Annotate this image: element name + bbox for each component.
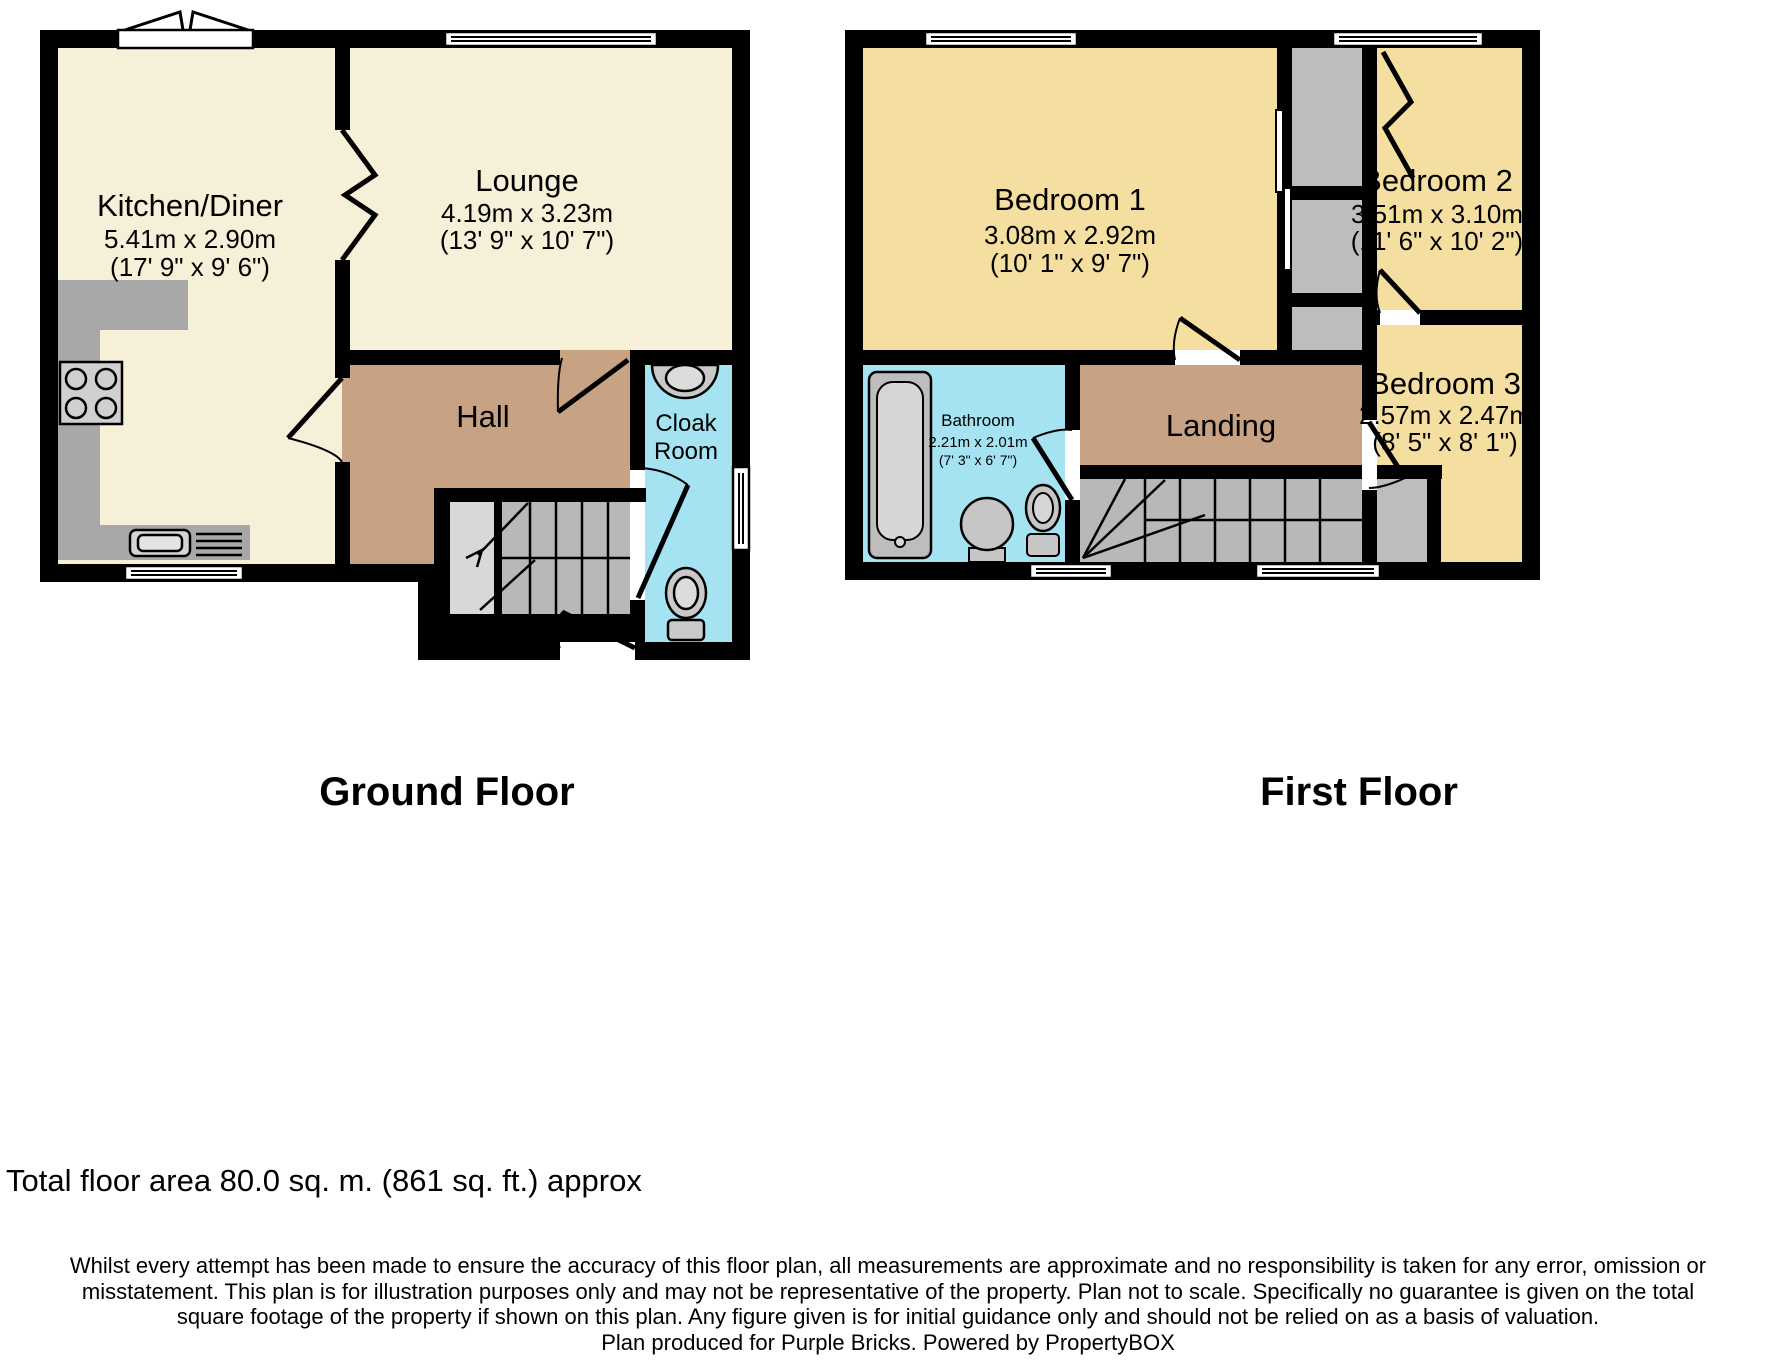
- label-bedroom3-imperial: (8' 5" x 8' 1"): [1372, 427, 1518, 457]
- first-floor-title: First Floor: [1260, 770, 1458, 814]
- bedroom3-cupboard: [1377, 479, 1427, 562]
- hob-icon: [60, 362, 122, 424]
- window-landing-bottom: [1256, 564, 1380, 578]
- label-bathroom-imperial: (7' 3" x 6' 7"): [938, 452, 1018, 468]
- label-bathroom-name: Bathroom: [941, 411, 1015, 430]
- label-bedroom1-name: Bedroom 1: [994, 182, 1146, 217]
- disclaimer-line-4: Plan produced for Purple Bricks. Powered by PropertyBOX: [601, 1329, 1175, 1355]
- label-bedroom3-metric: 2.57m x 2.47m: [1359, 400, 1531, 430]
- label-hall-name: Hall: [456, 399, 510, 434]
- label-landing-name: Landing: [1165, 408, 1277, 443]
- window-cloakroom-right: [733, 467, 749, 550]
- toilet-icon-ground: [666, 568, 706, 640]
- label-bedroom1-metric: 3.08m x 2.92m: [984, 220, 1156, 250]
- window-lounge-top: [445, 32, 657, 46]
- label-cloakroom-line2: Room: [653, 438, 719, 465]
- label-bathroom-metric: 2.21m x 2.01m: [928, 434, 1028, 451]
- ground-floor-title: Ground Floor: [319, 770, 575, 814]
- label-bedroom2-metric: 3.51m x 3.10m: [1351, 199, 1523, 229]
- label-kitchen-name: Kitchen/Diner: [96, 188, 284, 223]
- bathroom-sink-icon: [961, 498, 1013, 562]
- label-kitchen-imperial: (17' 9" x 9' 6"): [110, 252, 270, 282]
- window-bedroom2-top: [1333, 32, 1483, 46]
- label-lounge-name: Lounge: [475, 163, 579, 198]
- label-kitchen-metric: 5.41m x 2.90m: [104, 224, 276, 254]
- total-floor-area: Total floor area 80.0 sq. m. (861 sq. ft.) approx: [6, 1163, 642, 1198]
- window-bedroom1-top: [925, 32, 1077, 46]
- label-bedroom2-imperial: (11' 6" x 10' 2"): [1350, 226, 1524, 256]
- label-lounge-metric: 4.19m x 3.23m: [441, 198, 613, 228]
- stairs-first: [1080, 479, 1362, 562]
- floor-plan-first: [835, 10, 1555, 650]
- disclaimer-line-2: misstatement. This plan is for illustration purposes only and may not be representative of the property. Plan not to scale. Specifically no guarantee is given on the total: [81, 1278, 1695, 1304]
- label-bedroom1-imperial: (10' 1" x 9' 7"): [990, 248, 1150, 278]
- understairs-cupboard: [450, 502, 494, 614]
- floor-plan-ground: [30, 10, 770, 710]
- window-kitchen-top: [118, 12, 253, 48]
- window-kitchen-bottom: [125, 566, 243, 580]
- disclaimer-line-3: square footage of the property if shown on this plan. Any figure given is for initial guidance only and should not be relied on as a basis of valuation.: [176, 1304, 1600, 1329]
- label-cloakroom-line1: Cloak: [655, 410, 717, 437]
- label-bedroom3-name: Bedroom 3: [1369, 366, 1521, 401]
- disclaimer-line-1: Whilst every attempt has been made to ensure the accuracy of this floor plan, all measurements are approximate and no responsibility is taken for any error, omission or: [69, 1253, 1707, 1278]
- label-bedroom2-name: Bedroom 2: [1361, 163, 1513, 198]
- window-bathroom-bottom: [1030, 564, 1112, 578]
- bathtub-icon: [869, 372, 931, 558]
- toilet-icon-first: [1026, 485, 1060, 556]
- disclaimer: [0, 1253, 1776, 1355]
- label-lounge-imperial: (13' 9" x 10' 7"): [439, 225, 615, 255]
